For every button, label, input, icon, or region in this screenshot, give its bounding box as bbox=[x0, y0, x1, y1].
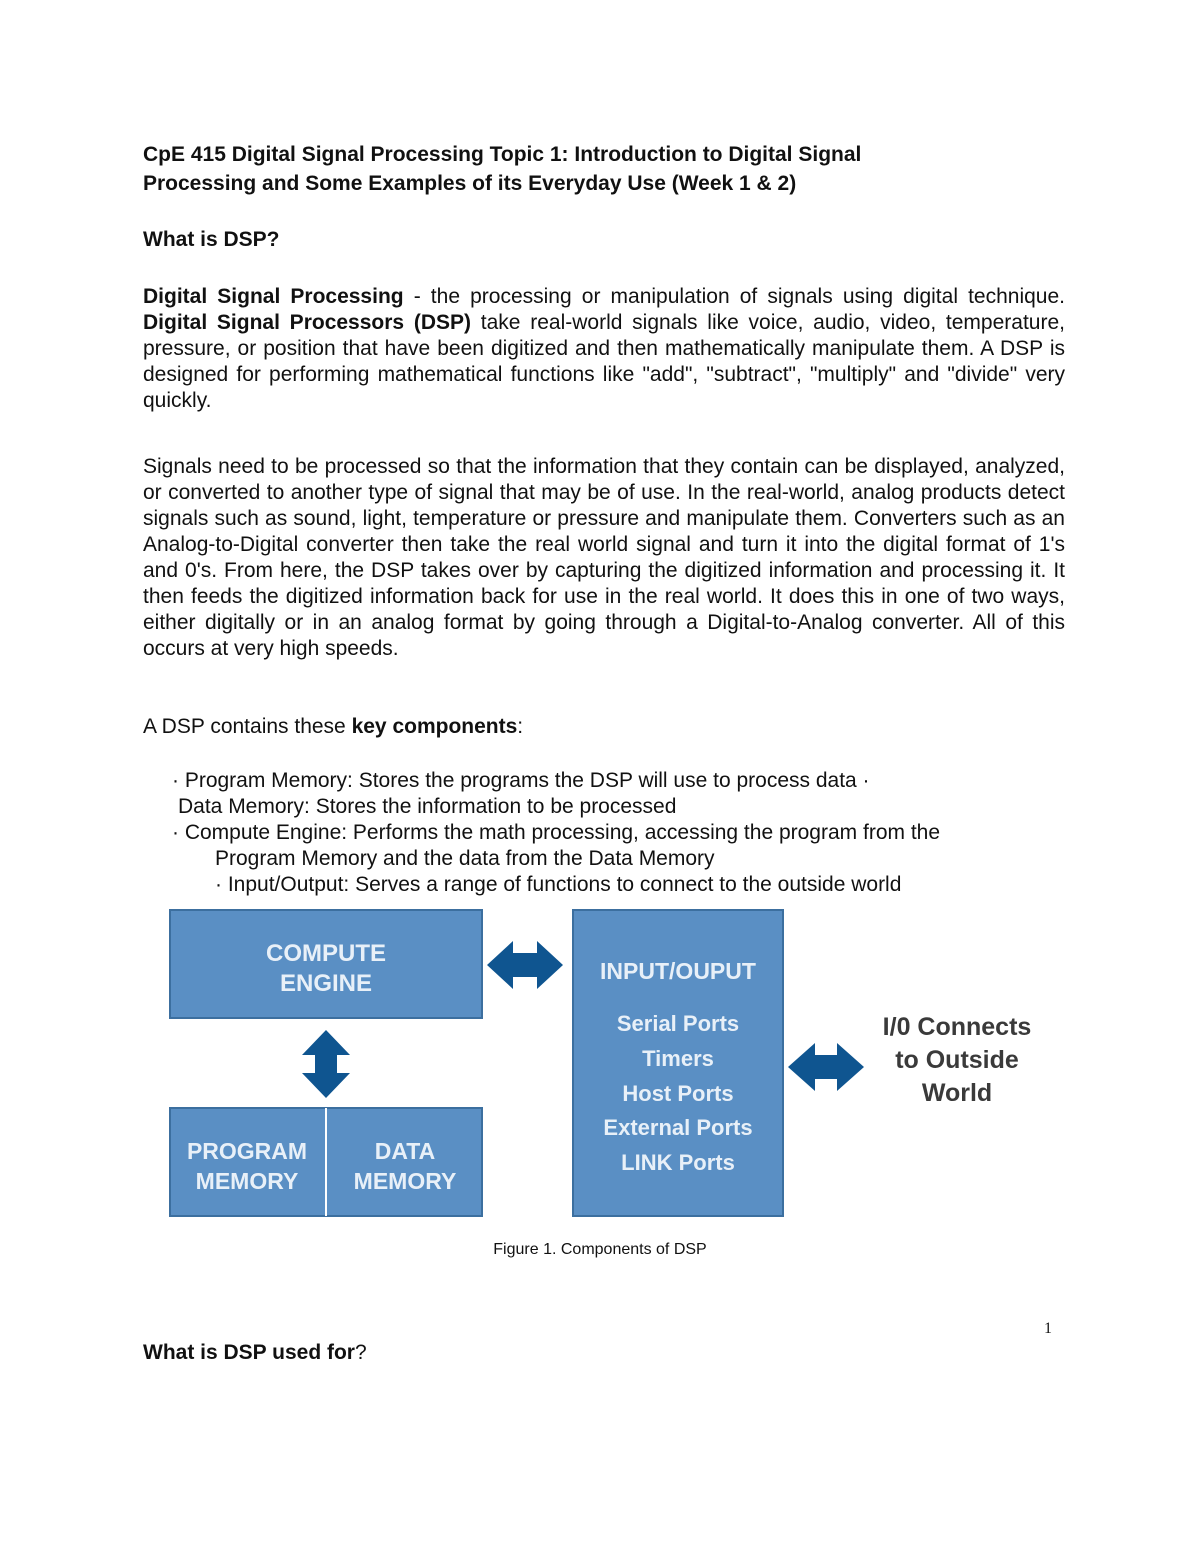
paragraph-definition bbox=[143, 284, 1065, 414]
document-title bbox=[143, 140, 1043, 198]
heading-used-tail: ? bbox=[354, 1341, 367, 1364]
horizontal-arrow-icon bbox=[487, 941, 563, 989]
vertical-arrow-icon bbox=[302, 1030, 350, 1098]
data-memory-label: DATA bbox=[374, 1138, 436, 1164]
outside-world-label-2: to Outside bbox=[895, 1046, 1019, 1074]
program-memory-label: PROGRAM bbox=[186, 1138, 308, 1164]
heading-what-is-dsp: What is DSP? bbox=[143, 228, 280, 251]
compute-engine-label-2: ENGINE bbox=[279, 970, 373, 997]
dsp-components-diagram bbox=[165, 905, 1045, 1225]
component-item: · Input/Output: Serves a range of functions to connect to the outside world bbox=[215, 873, 902, 896]
paragraph-signals: Signals need to be processed so that the information that they contain can be displayed, analyzed, or converted to another type of signal that may be of use. In the real-world, analog products detect signals such as sound, light, temperature or pressure and manipulate them. Converters such as an Analog-to-Digital converter then take the real world signal and turn it into the digital format of 1's and 0's. From here, the DSP takes over by capturing the digitized information and processing it. It then feeds the digitized information back for use in the real world. It does this in one of two ways, either digitally or in an analog format by going through a Digital-to-Analog converter. All of this occurs at very high speeds. bbox=[143, 455, 1065, 660]
component-item: Data Memory: Stores the information to be processed bbox=[178, 795, 677, 818]
definition-text: - the processing or manipulation of signals using digital technique. bbox=[403, 285, 1066, 308]
io-item: LINK Ports bbox=[621, 1150, 735, 1175]
heading-used-bold: What is DSP used for bbox=[143, 1341, 355, 1364]
component-item: Program Memory and the data from the Data Memory bbox=[215, 847, 715, 870]
io-item: External Ports bbox=[603, 1115, 753, 1140]
outside-world-label: I/0 Connects bbox=[882, 1013, 1032, 1041]
lead-bold: key components bbox=[351, 715, 518, 738]
outside-world-label-3: World bbox=[921, 1079, 993, 1107]
component-item: · Compute Engine: Performs the math processing, accessing the program from the bbox=[172, 821, 941, 844]
term-digital-signal-processing: Digital Signal Processing bbox=[143, 285, 404, 308]
term-dsp: Digital Signal Processors (DSP) bbox=[143, 311, 472, 334]
program-memory-label-2: MEMORY bbox=[195, 1168, 299, 1194]
outside-arrow-icon bbox=[788, 1043, 864, 1091]
component-item: · Program Memory: Stores the programs the DSP will use to process data · bbox=[172, 769, 870, 792]
io-item: Serial Ports bbox=[616, 1011, 740, 1036]
data-memory-label-2: MEMORY bbox=[353, 1168, 457, 1194]
lead-colon: : bbox=[517, 715, 524, 738]
input-output-title: INPUT/OUPUT bbox=[600, 958, 756, 984]
heading-what-is-dsp-used-for bbox=[143, 1341, 367, 1365]
lead-text: A DSP contains these bbox=[143, 715, 352, 738]
title-line-1: CpE 415 Digital Signal Processing Topic 1: Introduction to Digital Signal bbox=[143, 143, 862, 166]
compute-engine-label: COMPUTE bbox=[266, 940, 386, 967]
figure-caption: Figure 1. Components of DSP bbox=[493, 1241, 707, 1258]
io-item: Host Ports bbox=[622, 1081, 734, 1106]
page-number: 1 bbox=[1044, 1320, 1052, 1337]
dsp-description: take real-world signals like voice, audio, video, temperature, pressure, or position that have been digitized and then mathematically manipulate them. A DSP is designed for performing mathematical functions like "add", "subtract", "multiply" and "divide" very quickly. bbox=[143, 311, 1065, 412]
components-lead bbox=[143, 715, 523, 739]
io-item: Timers bbox=[642, 1046, 714, 1071]
title-line-2: Processing and Some Examples of its Everyday Use (Week 1 & 2) bbox=[143, 172, 797, 195]
